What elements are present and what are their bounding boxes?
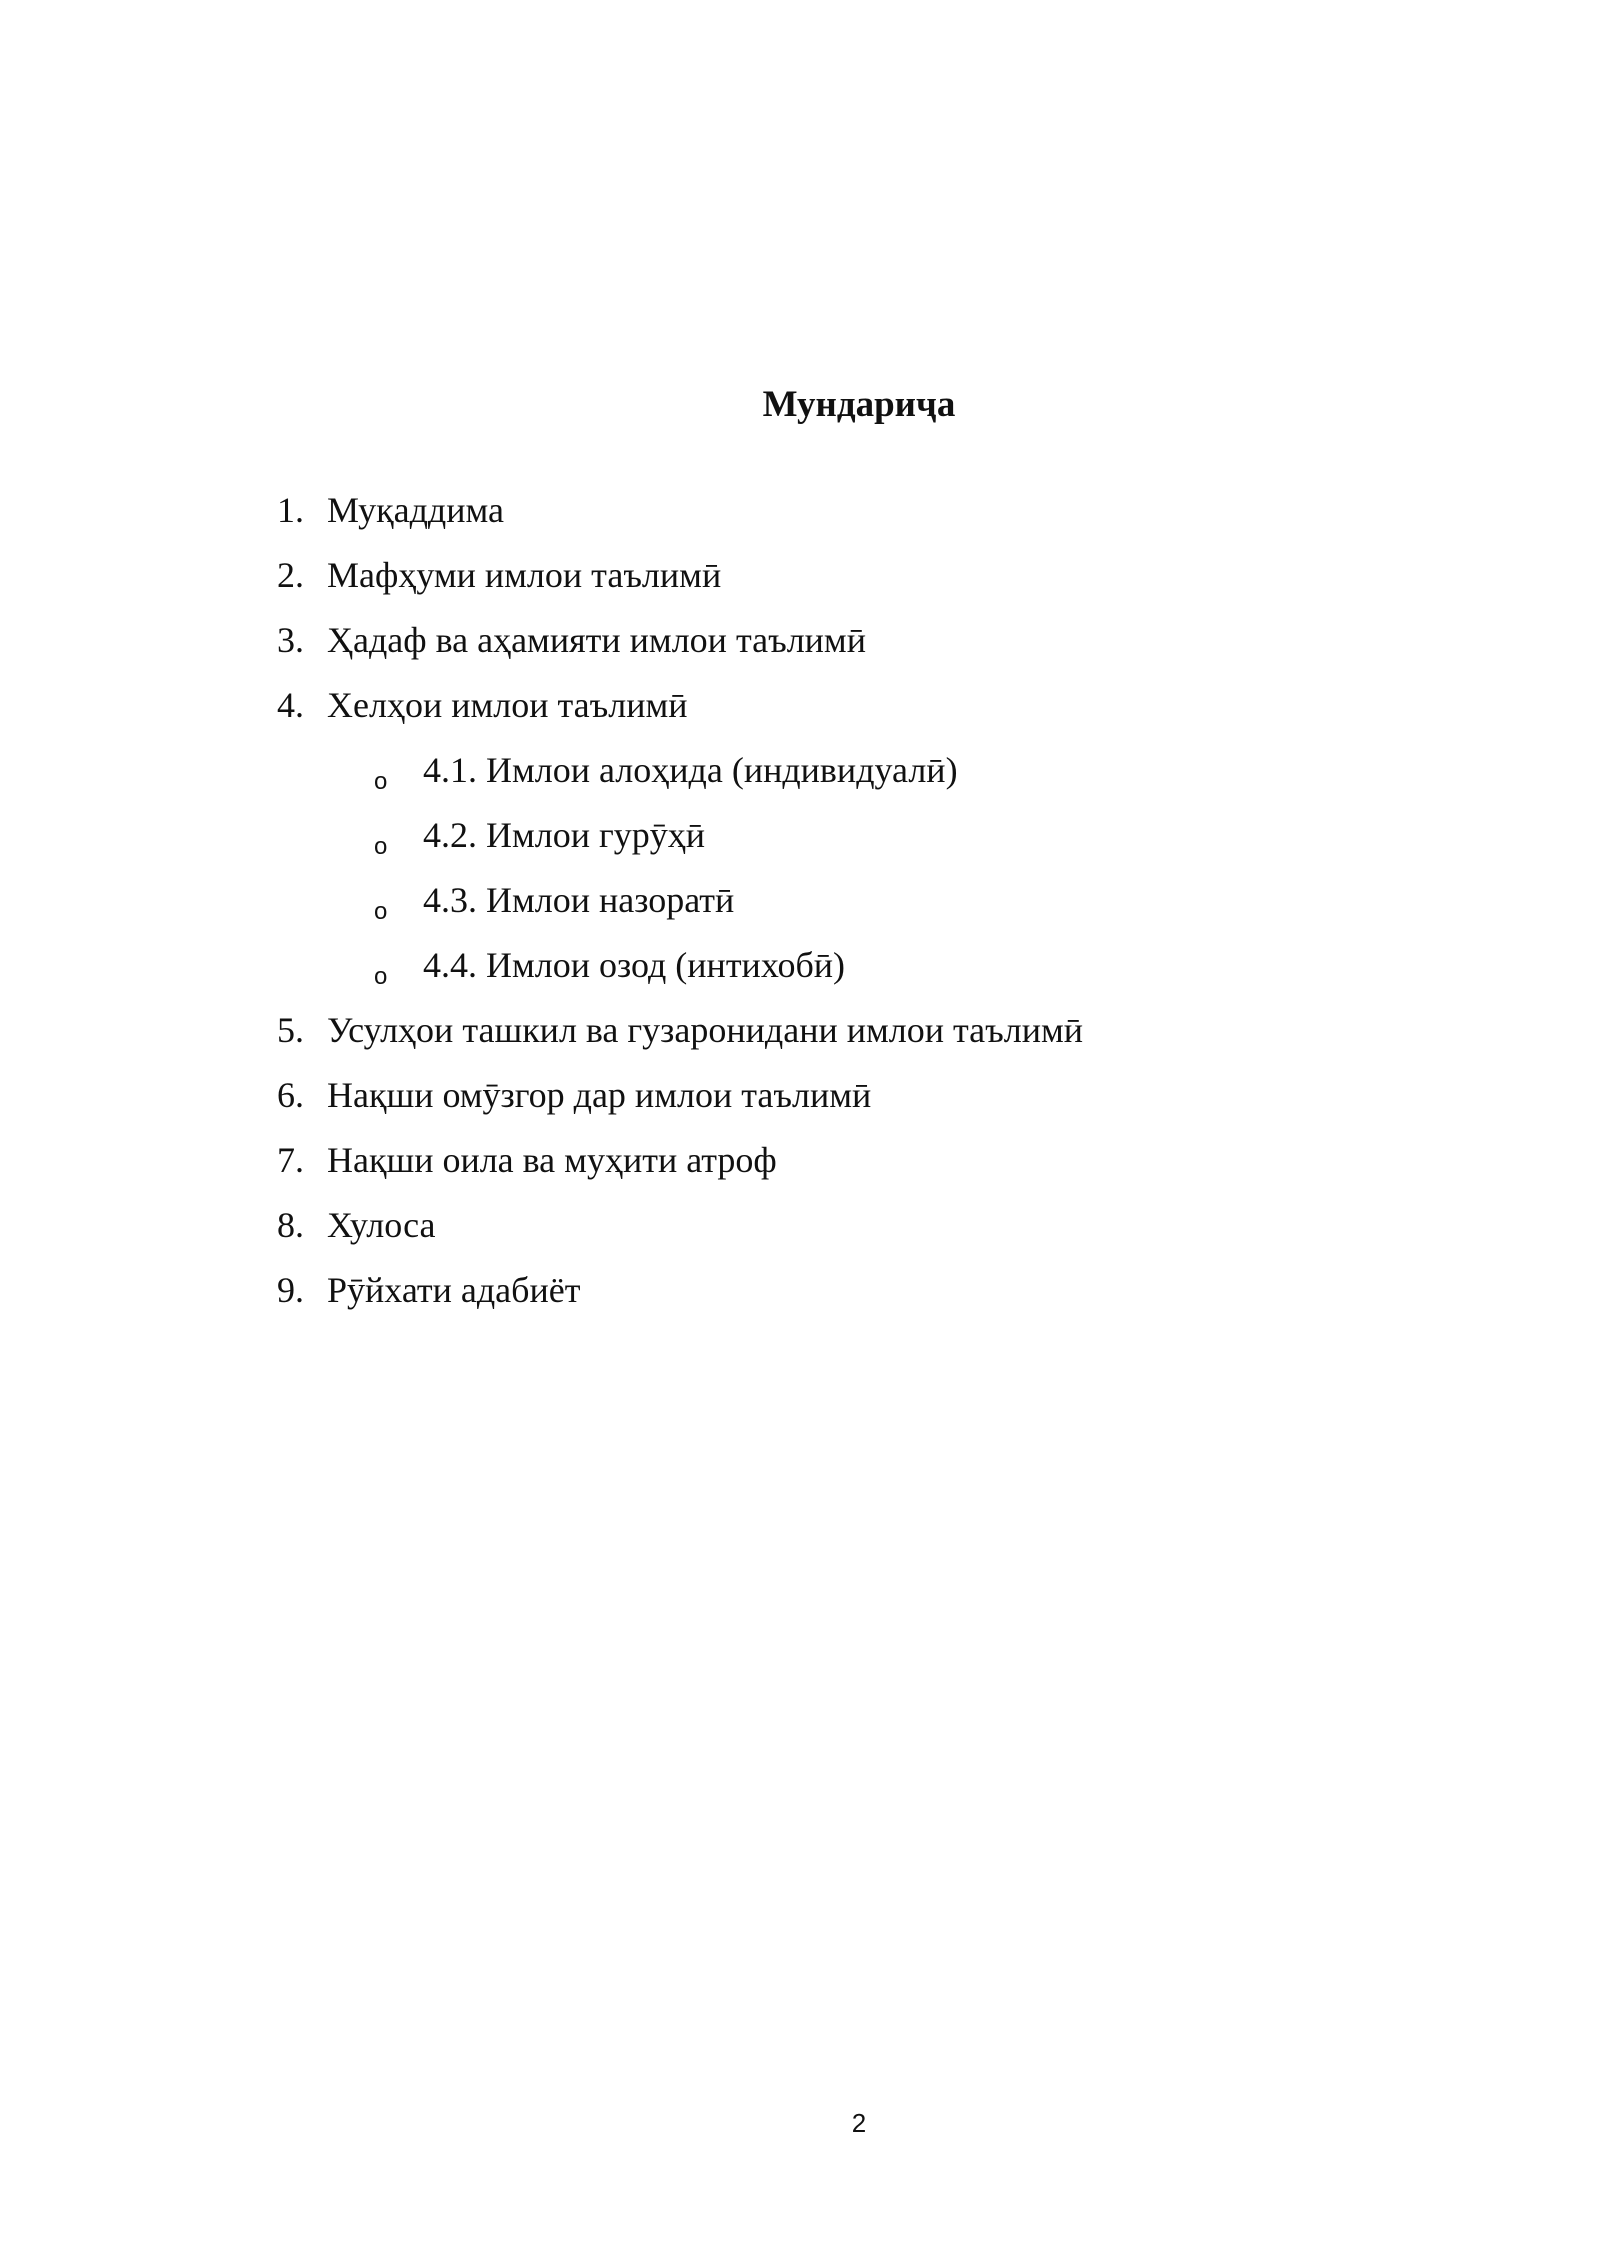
table-of-contents (0, 485, 1600, 1330)
toc-item-number: 9. (277, 1270, 304, 1310)
bullet-icon: o (374, 898, 388, 925)
toc-item-text: Нақши омӯзгор дар имлои таълимӣ (327, 1075, 872, 1115)
toc-subitem-4-4 (0, 940, 1600, 1005)
toc-item-text: Мафҳуми имлои таълимӣ (327, 555, 722, 595)
toc-item-text: Ҳадаф ва аҳамияти имлои таълимӣ (327, 620, 866, 660)
toc-item-9 (0, 1265, 1600, 1330)
toc-item-text: Нақши оила ва муҳити атроф (327, 1140, 777, 1180)
bullet-icon: o (374, 963, 388, 990)
toc-item-number: 7. (277, 1140, 304, 1180)
toc-item-number: 4. (277, 685, 304, 725)
toc-subitem-text: 4.2. Имлои гурӯҳӣ (423, 815, 706, 855)
toc-item-text: Рӯйхати адабиёт (327, 1270, 581, 1310)
toc-subitem-text: 4.3. Имлои назоратӣ (423, 880, 735, 920)
toc-item-text: Хелҳои имлои таълимӣ (327, 685, 688, 725)
bullet-icon: o (374, 833, 388, 860)
toc-subitem-text: 4.1. Имлои алоҳида (индивидуалӣ) (423, 750, 958, 790)
page-title: Мундариҷа (762, 384, 956, 425)
toc-subitem-4-1 (0, 745, 1600, 810)
toc-item-3 (0, 615, 1600, 680)
toc-item-7 (0, 1135, 1600, 1200)
toc-item-text: Муқаддима (327, 490, 504, 530)
toc-item-number: 6. (277, 1075, 304, 1115)
toc-item-number: 3. (277, 620, 304, 660)
toc-item-number: 1. (277, 490, 304, 530)
toc-item-1 (0, 485, 1600, 550)
toc-item-8 (0, 1200, 1600, 1265)
toc-item-number: 8. (277, 1205, 304, 1245)
toc-item-text: Усулҳои ташкил ва гузаронидани имлои таълимӣ (327, 1010, 1084, 1050)
toc-item-text: Хулоса (327, 1205, 436, 1245)
bullet-icon: o (374, 768, 388, 795)
toc-item-number: 5. (277, 1010, 304, 1050)
toc-subitem-4-2 (0, 810, 1600, 875)
toc-subitem-4-3 (0, 875, 1600, 940)
toc-item-5 (0, 1005, 1600, 1070)
toc-item-6 (0, 1070, 1600, 1135)
toc-subitem-text: 4.4. Имлои озод (интихобӣ) (423, 945, 846, 985)
page-number: 2 (851, 2108, 867, 2138)
toc-item-2 (0, 550, 1600, 615)
toc-item-number: 2. (277, 555, 304, 595)
toc-item-4 (0, 680, 1600, 745)
